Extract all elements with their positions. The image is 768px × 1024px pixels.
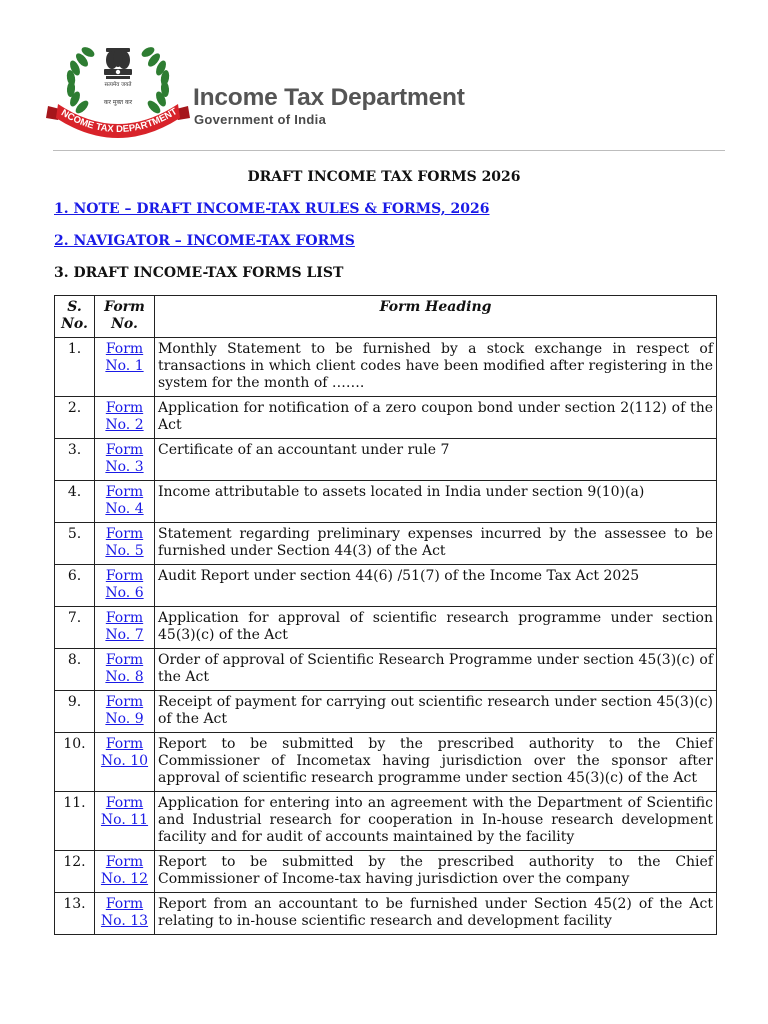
column-header-form-no: Form No.	[95, 296, 155, 338]
form-link[interactable]: Form No. 2	[105, 400, 144, 433]
row-sno: 2.	[55, 397, 95, 439]
form-link[interactable]: Form No. 5	[105, 526, 144, 559]
income-tax-department-logo	[44, 40, 192, 144]
form-link[interactable]: Form No. 7	[105, 610, 144, 643]
row-sno: 6.	[55, 565, 95, 607]
logo-emblem-caption: कर मुक्त कर	[103, 99, 133, 106]
forms-table	[54, 295, 717, 935]
table-row	[55, 397, 717, 439]
column-header-form-heading: Form Heading	[155, 296, 717, 338]
form-heading: Application for approval of scientific research programme under section 45(3)(c) of the Act	[155, 607, 717, 649]
row-sno: 12.	[55, 851, 95, 893]
table-row	[55, 733, 717, 792]
table-header-row	[55, 296, 717, 338]
row-sno: 5.	[55, 523, 95, 565]
row-sno: 10.	[55, 733, 95, 792]
form-link[interactable]: Form No. 13	[100, 896, 149, 929]
table-row	[55, 439, 717, 481]
row-sno: 4.	[55, 481, 95, 523]
form-link[interactable]: Form No. 12	[100, 854, 149, 887]
table-row	[55, 481, 717, 523]
form-heading: Receipt of payment for carrying out scientific research under section 45(3)(c) of the Act	[155, 691, 717, 733]
navigator-link[interactable]: 2. NAVIGATOR – INCOME-TAX FORMS	[54, 233, 355, 249]
form-heading: Application for notification of a zero coupon bond under section 2(112) of the Act	[155, 397, 717, 439]
table-row	[55, 607, 717, 649]
forms-list-heading: 3. DRAFT INCOME-TAX FORMS LIST	[54, 265, 344, 281]
form-heading: Statement regarding preliminary expenses incurred by the assessee to be furnished under Section 44(3) of the Act	[155, 523, 717, 565]
table-row	[55, 565, 717, 607]
form-link[interactable]: Form No. 1	[105, 341, 144, 374]
form-heading: Report to be submitted by the prescribed authority to the Chief Commissioner of Incometax having jurisdiction over the sponsor after approval of scientific research programme under section 45(3)(c) of the Act	[155, 733, 717, 792]
table-row	[55, 691, 717, 733]
row-sno: 9.	[55, 691, 95, 733]
form-heading: Order of approval of Scientific Research Programme under section 45(3)(c) of the Act	[155, 649, 717, 691]
document-title: DRAFT INCOME TAX FORMS 2026	[247, 169, 521, 185]
page-header	[0, 0, 768, 150]
table-row	[55, 523, 717, 565]
table-row	[55, 851, 717, 893]
department-title: Income Tax Department	[193, 84, 465, 111]
form-heading: Application for entering into an agreement with the Department of Scientific and Industrial research for cooperation in In-house research development facility and for audit of accounts maintained by the facility	[155, 792, 717, 851]
form-link[interactable]: Form No. 9	[105, 694, 144, 727]
header-divider	[53, 150, 725, 151]
logo-ribbon-text: NCOME TAX DEPARTMENT	[59, 106, 180, 136]
department-subtitle: Government of India	[194, 112, 327, 127]
table-row	[55, 792, 717, 851]
form-link[interactable]: Form No. 11	[100, 795, 149, 828]
form-link[interactable]: Form No. 3	[105, 442, 144, 475]
form-link[interactable]: Form No. 10	[100, 736, 149, 769]
row-sno: 13.	[55, 893, 95, 935]
row-sno: 3.	[55, 439, 95, 481]
forms-table-body	[55, 338, 717, 935]
form-heading: Income attributable to assets located in India under section 9(10)(a)	[155, 481, 717, 523]
form-heading: Monthly Statement to be furnished by a stock exchange in respect of transactions in which client codes have been modified after registering in the system for the month of …….	[155, 338, 717, 397]
note-link[interactable]: 1. NOTE – DRAFT INCOME-TAX RULES & FORMS, 2026	[54, 201, 490, 217]
row-sno: 11.	[55, 792, 95, 851]
column-header-sno: S. No.	[55, 296, 95, 338]
logo-motto: सत्यमेव जयते	[104, 82, 132, 88]
table-row	[55, 893, 717, 935]
form-link[interactable]: Form No. 6	[105, 568, 144, 601]
table-row	[55, 649, 717, 691]
row-sno: 1.	[55, 338, 95, 397]
row-sno: 8.	[55, 649, 95, 691]
table-row	[55, 338, 717, 397]
form-heading: Report to be submitted by the prescribed authority to the Chief Commissioner of Income-tax having jurisdiction over the company	[155, 851, 717, 893]
form-heading: Audit Report under section 44(6) /51(7) of the Income Tax Act 2025	[155, 565, 717, 607]
row-sno: 7.	[55, 607, 95, 649]
form-heading: Report from an accountant to be furnished under Section 45(2) of the Act relating to in-house scientific research and development facility	[155, 893, 717, 935]
form-link[interactable]: Form No. 4	[105, 484, 144, 517]
form-link[interactable]: Form No. 8	[105, 652, 144, 685]
form-heading: Certificate of an accountant under rule 7	[155, 439, 717, 481]
